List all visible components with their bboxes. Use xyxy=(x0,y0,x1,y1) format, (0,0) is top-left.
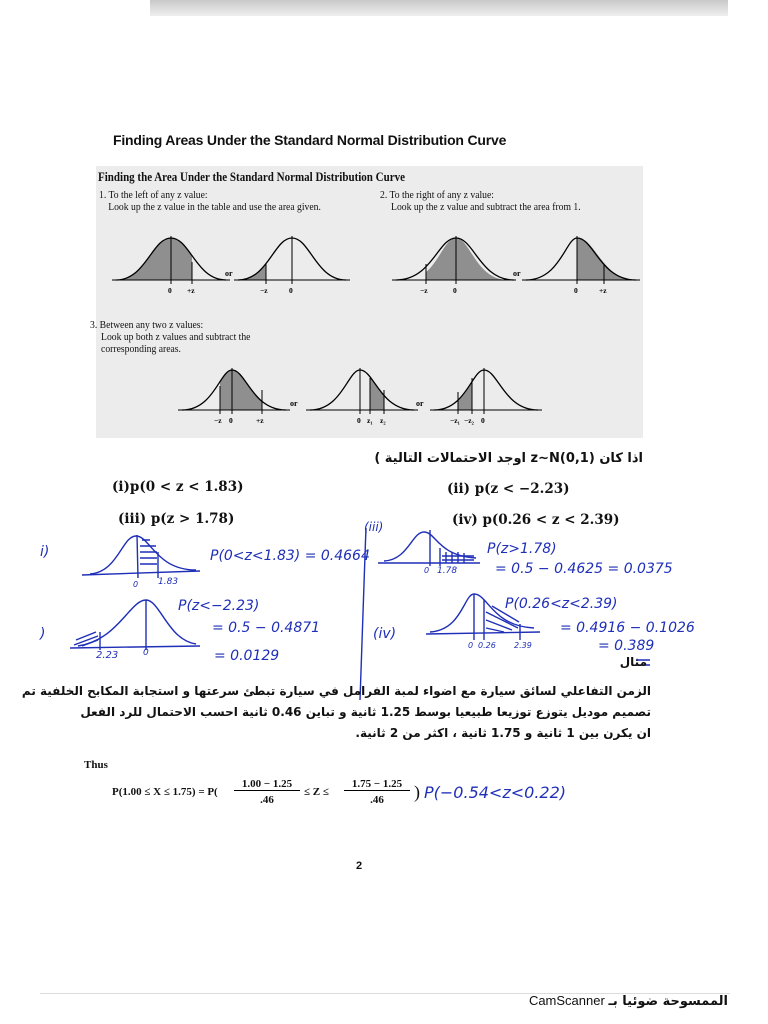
formula-denominator-2: .46 xyxy=(370,794,384,806)
tick-b2-plus-z: +z xyxy=(599,286,607,295)
tick-c3-minus-z1: −z₁ xyxy=(450,416,460,425)
camscanner-watermark xyxy=(529,993,728,1009)
tick-a1-plus-z: +z xyxy=(187,286,195,295)
hand-label-ii: ) xyxy=(40,626,46,642)
formula-numerator-2: 1.75 − 1.25 xyxy=(344,778,410,791)
hand-answer-iii-2: = 0.5 − 0.4625 = 0.0375 xyxy=(495,561,673,577)
figure-title: Finding the Area Under the Standard Normal Distribution Curve xyxy=(98,170,406,184)
hand-tick-223: 2.23 xyxy=(96,650,119,661)
tick-c1-plus-z: +z xyxy=(256,416,264,425)
thus-label: Thus xyxy=(84,759,108,771)
tick-b1-minus-z: −z xyxy=(420,286,428,295)
case-2-number: 2. xyxy=(380,190,388,201)
tick-a1-zero: 0 xyxy=(168,286,172,295)
formula-close-paren: ) xyxy=(414,782,420,802)
hand-tick-zero-i: 0 xyxy=(133,580,139,589)
hand-label-i: i) xyxy=(40,544,50,560)
case-3-instruction-2: corresponding areas. xyxy=(101,344,181,355)
question-ii: (ii) p(z < −2.23) xyxy=(447,481,570,497)
watermark-arabic: الممسوحة ضوئيا بـ xyxy=(608,994,728,1009)
case-2-instruction: Look up the z value and subtract the area from 1. xyxy=(391,202,581,213)
hand-label-iii: (iii) xyxy=(364,520,384,534)
question-iv: (iv) p(0.26 < z < 2.39) xyxy=(452,512,620,528)
tick-c3-zero: 0 xyxy=(481,416,485,425)
tick-a2-zero: 0 xyxy=(289,286,293,295)
hand-tick-178: 1.78 xyxy=(437,566,458,576)
example-line-2: تصميم موديل يتوزع توزيعا طبيعيا بوسط 1.25 ثانية و تباين 0.46 ثانية احسب الاحتمال للرد الفعل xyxy=(80,705,651,719)
hand-tick-zero-iii: 0 xyxy=(424,566,430,575)
or-label-3: or xyxy=(290,399,298,408)
hand-label-iv: (iv) xyxy=(373,626,397,642)
hand-answer-ii-2: = 0.5 − 0.4871 xyxy=(212,620,321,636)
example-line-3: ان يكرن بين 1 ثانية و 1.75 ثانية ، اكثر من 2 ثانية. xyxy=(355,726,651,740)
formula-lhs: P(1.00 ≤ X ≤ 1.75) = P( xyxy=(112,786,218,798)
tick-c2-z2: z₂ xyxy=(380,416,386,425)
example-label-arabic: مثال xyxy=(619,655,647,669)
hand-answer-i: P(0<z<1.83) = 0.4664 xyxy=(210,548,370,564)
tick-c2-z1: z₁ xyxy=(367,416,373,425)
question-i: (i)p(0 < z < 1.83) xyxy=(112,479,244,495)
page-title: Finding Areas Under the Standard Normal Distribution Curve xyxy=(113,132,507,148)
hand-answer-ii-1: P(z<−2.23) xyxy=(178,598,260,614)
case-1-heading: To the left of any z value: xyxy=(108,190,208,201)
formula-denominator-1: .46 xyxy=(260,794,274,806)
hand-answer-iii-1: P(z>1.78) xyxy=(487,541,557,557)
hand-answer-last: P(−0.54<z<0.22) xyxy=(424,783,566,802)
or-label-4: or xyxy=(416,399,424,408)
question-iii: (iii) p(z > 1.78) xyxy=(118,511,235,527)
case-1-number: 1. xyxy=(99,190,107,201)
hand-answer-iv-1: P(0.26<z<2.39) xyxy=(505,596,618,612)
or-label-1: or xyxy=(225,269,233,278)
watermark-brand: CamScanner xyxy=(528,993,605,1008)
or-label-2: or xyxy=(513,269,521,278)
case-1-instruction: Look up the z value in the table and use the area given. xyxy=(108,202,321,213)
tick-c2-zero: 0 xyxy=(357,416,361,425)
case-3-heading: Between any two z values: xyxy=(99,320,204,331)
hand-answer-iv-2: = 0.4916 − 0.1026 xyxy=(560,620,695,636)
tick-b1-zero: 0 xyxy=(453,286,457,295)
hand-tick-zero-ii: 0 xyxy=(143,648,149,658)
hand-curve-i xyxy=(82,535,200,578)
tick-c3-minus-z2: −z₂ xyxy=(464,416,474,425)
hand-tick-239: 2.39 xyxy=(514,641,532,650)
hand-tick-zero-iv: 0 xyxy=(468,641,474,650)
question-intro-arabic: اذا كان z∼N(0,1) اوجد الاحتمالات التالية ) xyxy=(374,451,643,466)
tick-b2-zero: 0 xyxy=(574,286,578,295)
case-3-number: 3. xyxy=(90,320,98,331)
formula-middle: ≤ Z ≤ xyxy=(304,786,329,798)
hand-tick-183: 1.83 xyxy=(158,577,179,587)
tick-c1-zero: 0 xyxy=(229,416,233,425)
formula-numerator-1: 1.00 − 1.25 xyxy=(234,778,300,791)
case-2-heading: To the right of any z value: xyxy=(389,190,494,201)
case-3-instruction: Look up both z values and subtract the xyxy=(101,332,251,343)
hand-tick-026: 0.26 xyxy=(478,641,496,650)
hand-answer-iv-3: = 0.389 xyxy=(598,638,655,654)
hand-curve-iii xyxy=(378,530,480,566)
tick-c1-minus-z: −z xyxy=(214,416,222,425)
page-number: 2 xyxy=(356,860,363,872)
hand-answer-ii-3: = 0.0129 xyxy=(214,648,280,664)
tick-a2-minus-z: −z xyxy=(260,286,268,295)
example-line-1: الزمن التفاعلي لسائق سيارة مع اضواء لمبة الفرامل في سيارة تبطئ سرعتها و استجابة المكابح الخلفية تم xyxy=(21,684,651,698)
